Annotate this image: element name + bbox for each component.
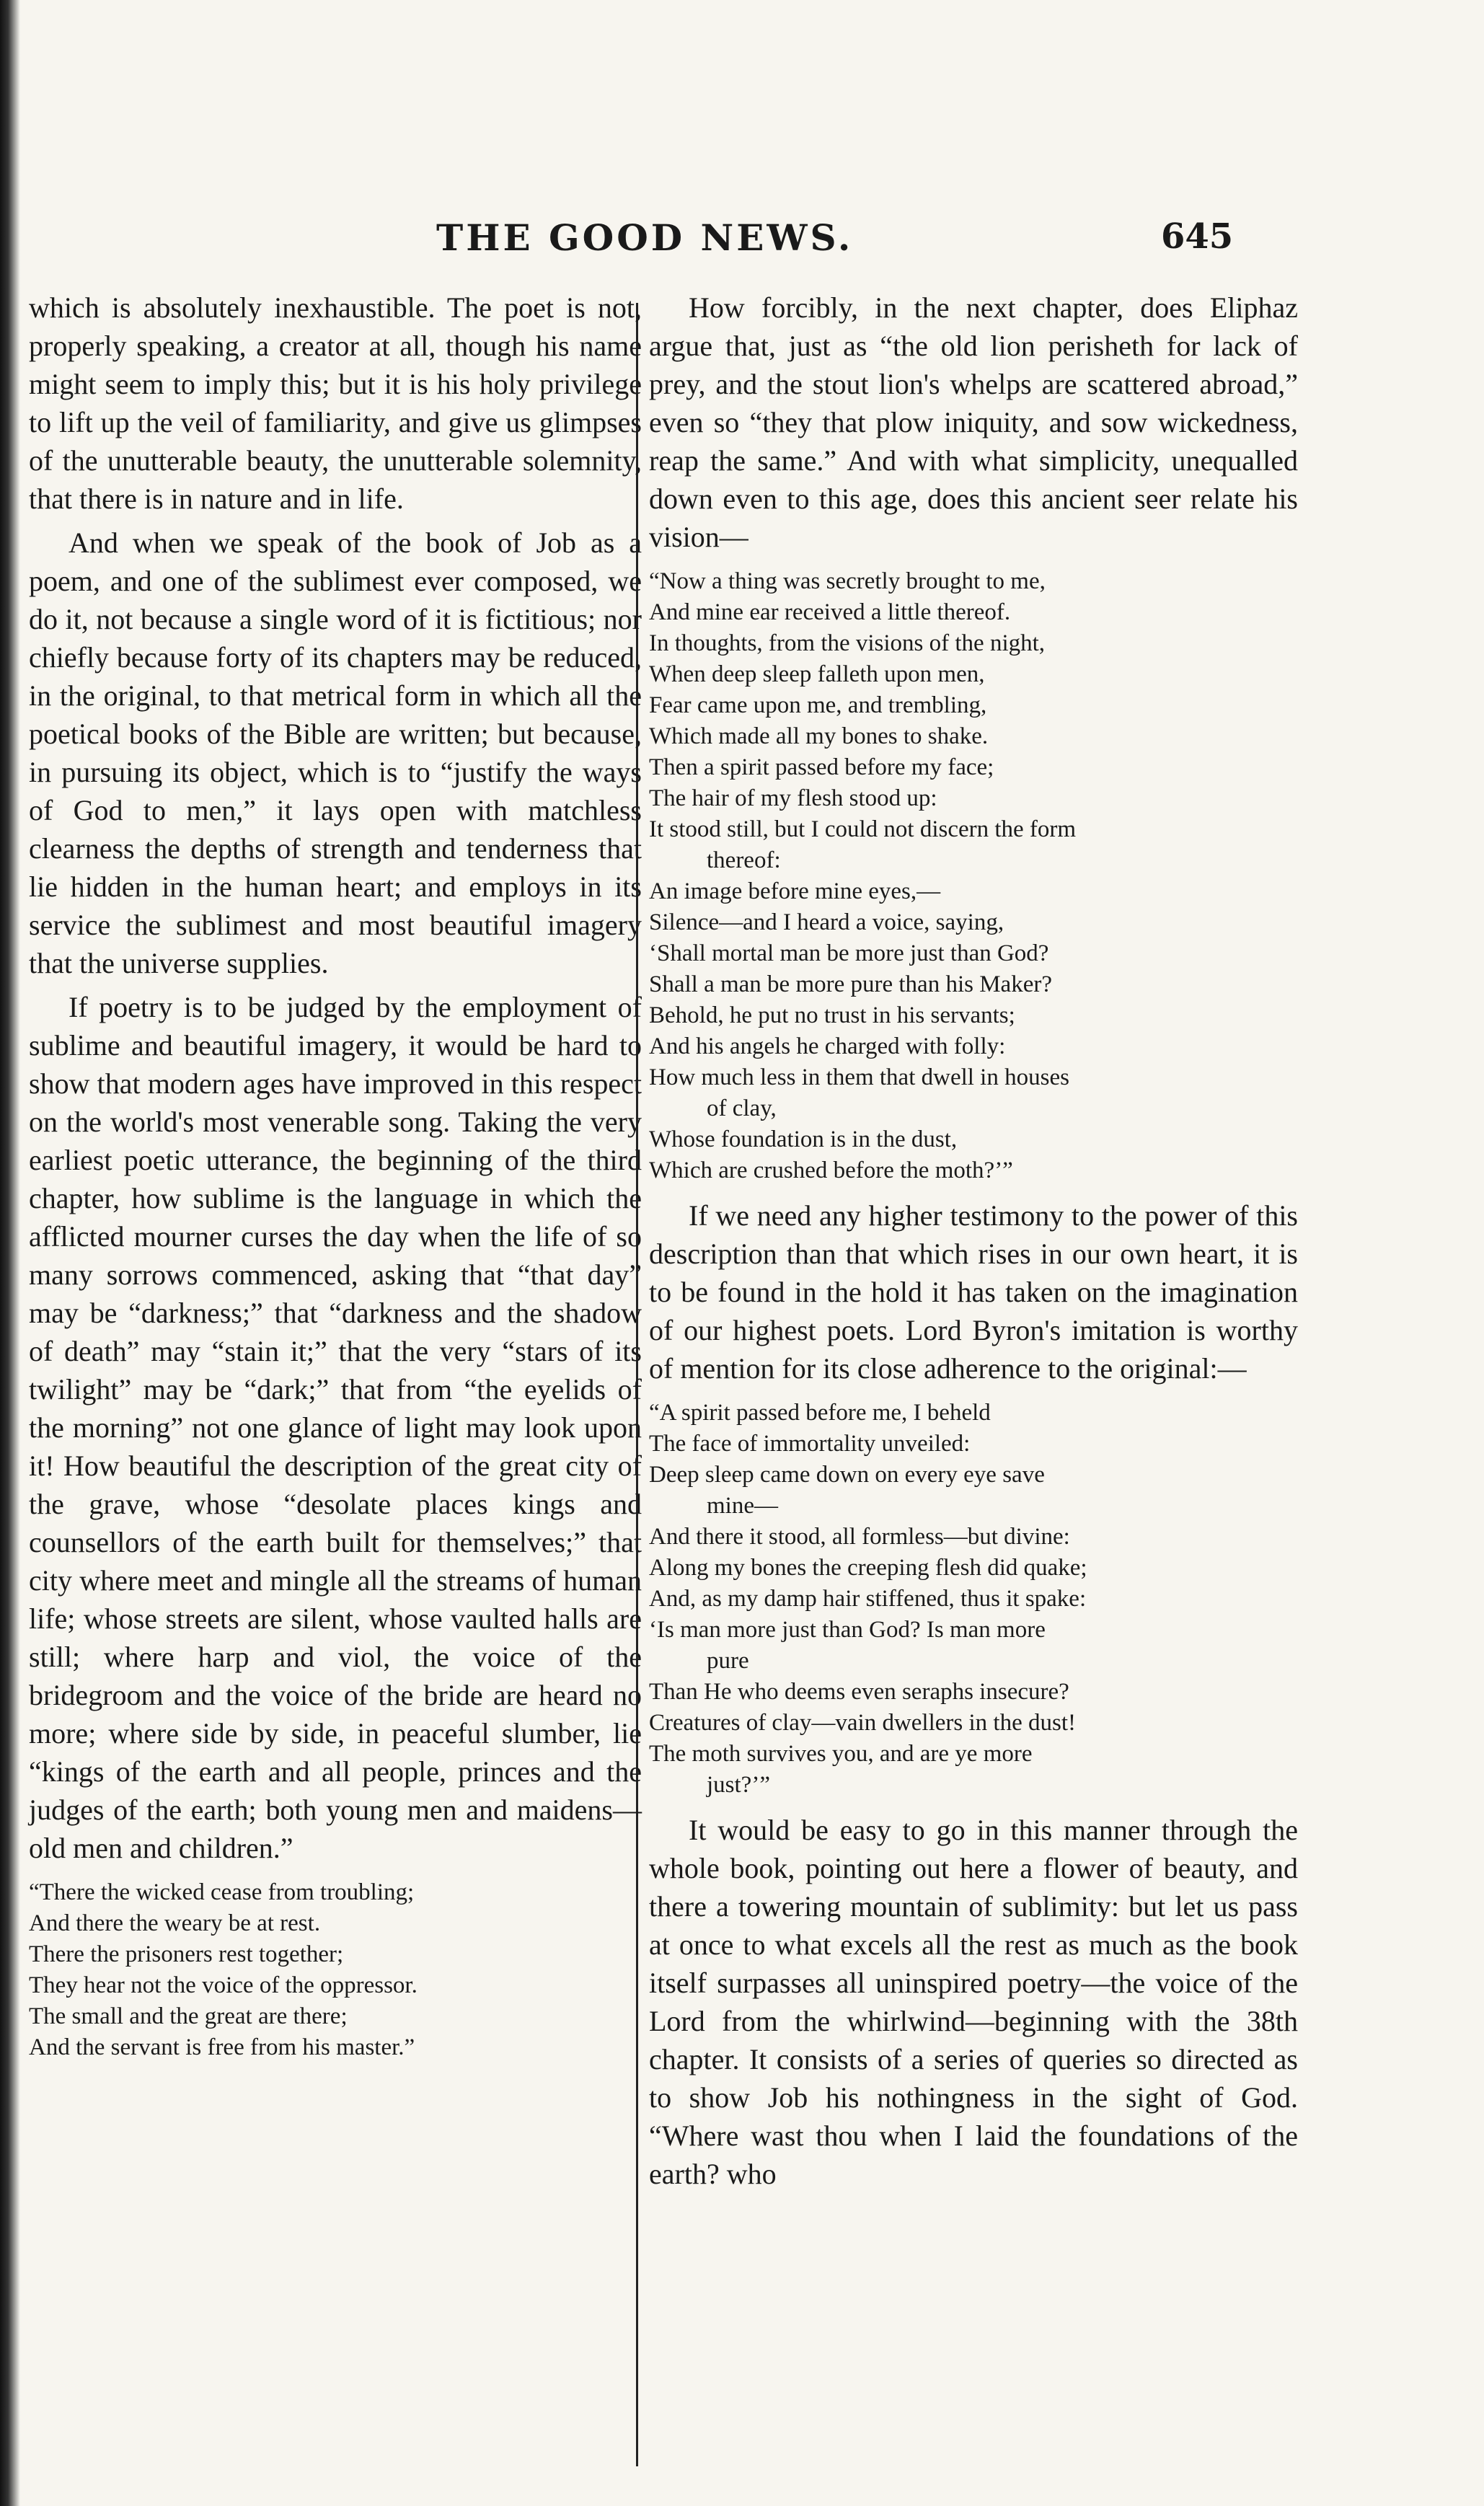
verse-line: thereof: [707, 847, 781, 873]
verse-line: Deep sleep came down on every eye save [649, 1462, 1045, 1488]
verse-line: And there it stood, all formless—but divine: [649, 1524, 1070, 1550]
verse-line: Which are crushed before the moth?’” [649, 1157, 1013, 1183]
left-column [29, 288, 642, 2073]
verse-line: And mine ear received a little thereof. [649, 599, 1011, 625]
verse-line: And his angels he charged with folly: [649, 1033, 1006, 1059]
verse-line: Than He who deems even seraphs insecure? [649, 1679, 1069, 1705]
verse-line: Along my bones the creeping flesh did quake; [649, 1555, 1087, 1581]
verse-line: In thoughts, from the visions of the night, [649, 630, 1046, 656]
paragraph: If poetry is to be judged by the employment of sublime and beautiful imagery, it would be hard to show that modern ages have improved in this respect on the world's most venerable song. Taking the very earliest poetic utterance, the beginning of the third chapter, how sublime is the language in which the afflicted mourner curses the day when the life of so many sorrows commenced, asking that “that day” may be “darkness;” that “darkness and the shadow of death” may “stain it;” that the very “stars of its twilight” may be “dark;” that from “the eyelids of the morning” not one glance of light may look upon it! How beautiful the description of the great city of the grave, whose “desolate places kings and counsellors of the earth built for themselves;” that city where meet and mingle all the streams of human life; whose streets are silent, whose vaulted halls are still; where harp and viol, the voice of the bridegroom and the voice of the bride are heard no more; where side by side, in peaceful slumber, lie “kings of the earth and all people, princes and the judges of the earth; both young men and maidens—old men and children.” [29, 991, 642, 1864]
paragraph: which is absolutely inexhaustible. The poet is not, properly speaking, a creator at all, though his name might seem to imply this; but it is his holy privilege to lift up the veil of familiarity, and give us glimpses of the unutterable beauty, the unutterable solemnity, that there is in nature and in life. [29, 291, 642, 515]
verse-line: And, as my damp hair stiffened, thus it spake: [649, 1586, 1087, 1612]
page-header [29, 216, 1255, 274]
verse-line: ‘Shall mortal man be more just than God? [649, 940, 1049, 966]
verse-line: pure [707, 1648, 749, 1674]
running-title: THE GOOD NEWS. [436, 216, 854, 259]
verse-line: The moth survives you, and are ye more [649, 1741, 1033, 1767]
page-number: 645 [1161, 216, 1234, 257]
verse-quote-byron [649, 1398, 1298, 1801]
verse-line: Shall a man be more pure than his Maker? [649, 971, 1052, 997]
verse-line: It stood still, but I could not discern the form [649, 816, 1077, 842]
paragraph: And when we speak of the book of Job as a poem, and one of the sublimest ever composed, we do it, not because a single word of it is fictitious; nor chiefly because forty of its chapters may be reduced, in the original, to that metrical form in which all the poetical books of the Bible are written; but because, in pursuing its object, which is to “justify the ways of God to men,” it lays open with matchless clearness the depths of strength and tenderness that lie hidden in the human heart; and employs in its service the sublimest and most beautiful imagery that the universe supplies. [29, 526, 642, 979]
verse-line: “There the wicked cease from troubling; [29, 1879, 415, 1905]
verse-line: The face of immortality unveiled: [649, 1431, 971, 1457]
verse-line: The hair of my flesh stood up: [649, 785, 937, 811]
verse-line: And there the weary be at rest. [29, 1910, 321, 1936]
verse-line: The small and the great are there; [29, 2003, 348, 2029]
paragraph: How forcibly, in the next chapter, does Eliphaz argue that, just as “the old lion perisheth for lack of prey, and the stout lion's whelps are scattered abroad,” even so “they that plow iniquity, and sow wickedness, reap the same.” And with what simplicity, unequalled down even to this age, does this ancient seer relate his vision— [649, 291, 1298, 553]
verse-line: “A spirit passed before me, I beheld [649, 1400, 991, 1426]
verse-line: There the prisoners rest together; [29, 1941, 344, 1967]
verse-quote [29, 1877, 642, 2063]
right-column [649, 288, 1298, 2199]
paragraph: It would be easy to go in this manner through the whole book, pointing out here a flower of beauty, and there a towering mountain of sublimity: but let us pass at once to what excels all the rest as much as the book itself surpasses all uninspired poetry—the voice of the Lord from the whirlwind—beginning with the 38th chapter. It consists of a series of queries so directed as to show Job his nothingness in the sight of God. “Where wast thou when I laid the foundations of the earth? who [649, 1814, 1298, 2190]
verse-line: Then a spirit passed before my face; [649, 754, 994, 780]
paragraph: If we need any higher testimony to the power of this description than that which rises in our own heart, it is to be found in the hold it has taken on the imagination of our highest poets. Lord Byron's imitation is worthy of mention for its close adherence to the original:— [649, 1199, 1298, 1385]
verse-line: Fear came upon me, and trembling, [649, 692, 987, 718]
verse-line: An image before mine eyes,— [649, 878, 941, 904]
verse-quote-job [649, 566, 1298, 1186]
verse-line: When deep sleep falleth upon men, [649, 661, 985, 687]
verse-line: Which made all my bones to shake. [649, 723, 989, 749]
verse-line: “Now a thing was secretly brought to me, [649, 568, 1046, 594]
verse-line: How much less in them that dwell in houses [649, 1064, 1069, 1090]
verse-line: And the servant is free from his master.” [29, 2034, 415, 2060]
verse-line: Silence—and I heard a voice, saying, [649, 909, 1004, 935]
verse-line: They hear not the voice of the oppressor. [29, 1972, 418, 1998]
verse-line: of clay, [707, 1095, 777, 1121]
verse-line: Whose foundation is in the dust, [649, 1126, 958, 1152]
verse-line: just?’” [707, 1772, 770, 1798]
page-binding-shadow [0, 0, 20, 2506]
verse-line: ‘Is man more just than God? Is man more [649, 1617, 1046, 1643]
verse-line: Behold, he put no trust in his servants; [649, 1002, 1015, 1028]
verse-line: Creatures of clay—vain dwellers in the dust! [649, 1710, 1076, 1736]
verse-line: mine— [707, 1493, 778, 1519]
